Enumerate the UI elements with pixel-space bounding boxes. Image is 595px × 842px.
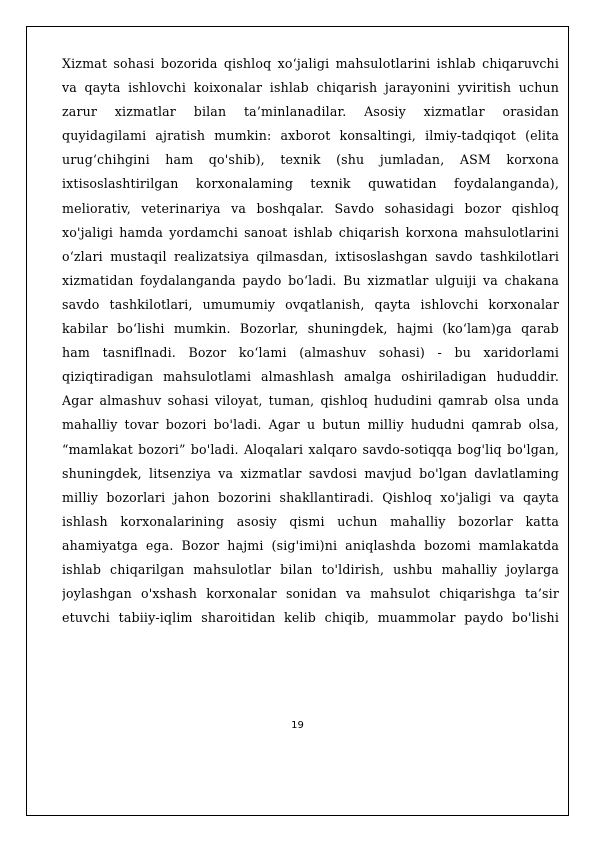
text-line: ixtisoslashtirilgan korxonalaming texnik quwatidan foydalanganda), bbox=[62, 176, 559, 192]
text-line: zarur xizmatlar bilan ta’minlanadilar. Asosiy xizmatlar orasidan bbox=[62, 104, 559, 120]
text-line: o‘zlari mustaqil realizatsiya qilmasdan, ixtisoslashgan savdo tashkilotlari bbox=[62, 248, 559, 264]
text-line: mahalliy tovar bozori bo'ladi. Agar u butun milliy hududni qamrab olsa, bbox=[62, 417, 559, 433]
text-line: “mamlakat bozori” bo'ladi. Aloqalari xalqaro savdo-sotiqqa bog'liq bo'lgan, bbox=[62, 441, 559, 457]
text-line: kabilar bo‘lishi mumkin. Bozorlar, shuningdek, hajmi (ko‘lam)ga qarab bbox=[62, 321, 559, 337]
text-line: etuvchi tabiiy-iqlim sharoitidan kelib chiqib, muammolar paydo bo'lishi bbox=[62, 610, 559, 626]
text-line: va qayta ishlovchi koixonalar ishlab chiqarish jarayonini yviritish uchun bbox=[62, 80, 559, 96]
text-line: savdo tashkilotlari, umumumiy ovqatlanish, qayta ishlovchi korxonalar bbox=[62, 296, 559, 312]
text-line: xizmatidan foydalanganda paydo bo‘ladi. Bu xizmatlar ulguiji va chakana bbox=[62, 272, 559, 288]
text-line: ishlash korxonalarining asosiy qismi uchun mahalliy bozorlar katta bbox=[62, 513, 559, 529]
text-line: xo'jaligi hamda yordamchi sanoat ishlab chiqarish korxona mahsulotlarini bbox=[62, 224, 559, 240]
text-line: ahamiyatga ega. Bozor hajmi (sig'imi)ni aniqlashda bozomi mamlakatda bbox=[62, 537, 559, 553]
text-line: qiziqtiradigan mahsulotlami almashlash amalga oshiriladigan hududdir. bbox=[62, 369, 559, 385]
page-number: 19 bbox=[291, 720, 304, 731]
text-line: joylashgan o'xshash korxonalar sonidan va mahsulot chiqarishga ta’sir bbox=[62, 586, 559, 602]
text-line: milliy bozorlari jahon bozorini shakllantiradi. Qishloq xo'jaligi va qayta bbox=[62, 489, 559, 505]
text-line: shuningdek, litsenziya va xizmatlar savdosi mavjud bo'lgan davlatlaming bbox=[62, 465, 559, 481]
text-line: meliorativ, veterinariya va boshqalar. Savdo sohasidagi bozor qishloq bbox=[62, 200, 559, 216]
text-line: quyidagilami ajratish mumkin: axborot konsaltingi, ilmiy-tadqiqot (elita bbox=[62, 128, 559, 144]
text-line: urug‘chihgini ham qo'shib), texnik (shu jumladan, ASM korxona bbox=[62, 152, 559, 168]
text-line: ishlab chiqarilgan mahsulotlar bilan to'ldirish, ushbu mahalliy joylarga bbox=[62, 561, 559, 577]
text-line: Xizmat sohasi bozorida qishloq xo‘jaligi mahsulotlarini ishlab chiqaruvchi bbox=[62, 56, 559, 71]
text-line: Agar almashuv sohasi viloyat, tuman, qishloq hududini qamrab olsa unda bbox=[62, 393, 559, 409]
body-text bbox=[62, 52, 559, 630]
text-line: ham tasniflnadi. Bozor ko‘lami (almashuv sohasi) - bu xaridorlami bbox=[62, 345, 559, 361]
